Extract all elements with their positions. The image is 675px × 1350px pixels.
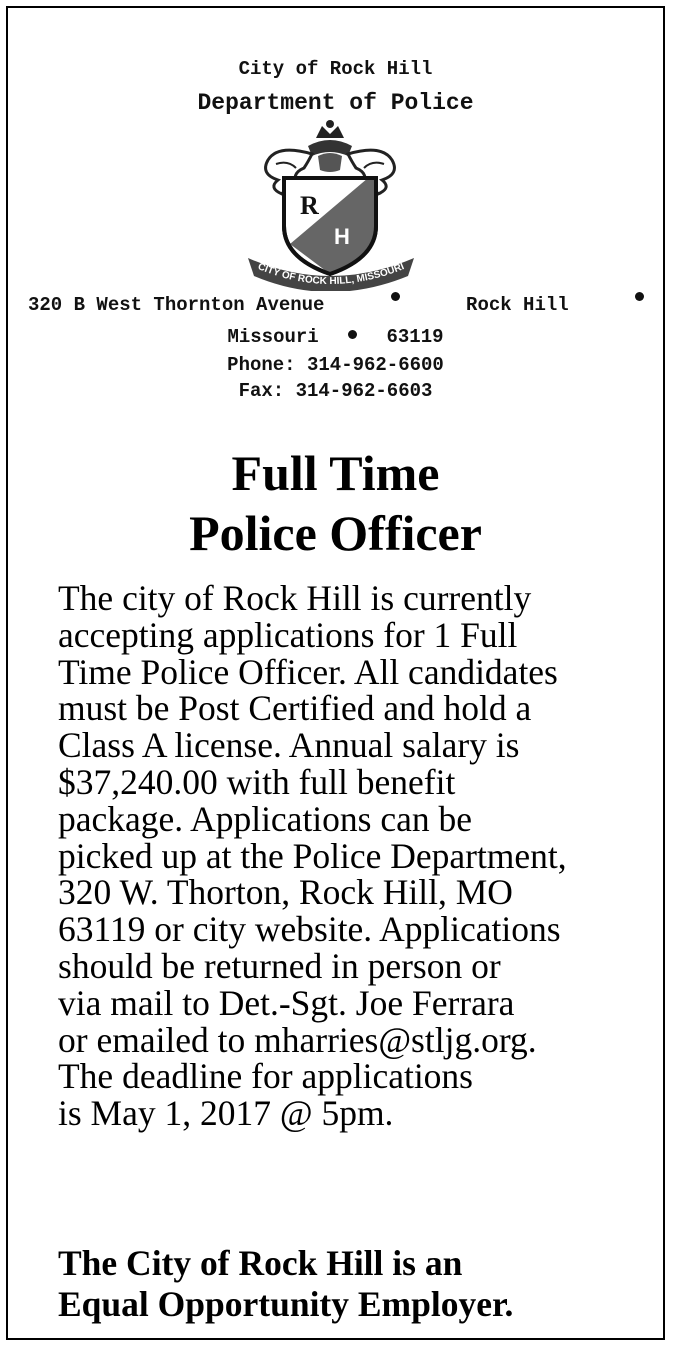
body-line: should be returned in person or <box>58 945 501 986</box>
body-line: The deadline for applications <box>58 1056 473 1097</box>
phone-number: Phone: 314-962-6600 <box>227 354 444 376</box>
body-line: Time Police Officer. All candidates <box>58 651 558 692</box>
job-description <box>58 580 668 1132</box>
street-address: 320 B West Thornton Avenue <box>28 294 325 316</box>
eoe-line-2: Equal Opportunity Employer. <box>58 1284 514 1324</box>
seal-letter-h: H <box>334 224 350 249</box>
job-advertisement <box>6 6 665 1340</box>
bullet-icon <box>348 330 357 339</box>
body-line: accepting applications for 1 Full <box>58 614 518 655</box>
fax-number: Fax: 314-962-6603 <box>238 380 433 402</box>
city-name: City of Rock Hill <box>238 58 433 80</box>
department-name: Department of Police <box>197 90 474 116</box>
body-line: package. Applications can be <box>58 798 473 839</box>
bullet-icon <box>391 292 400 301</box>
body-line: must be Post Certified and hold a <box>58 688 532 729</box>
equal-opportunity-statement <box>58 1243 513 1325</box>
bullet-icon <box>635 292 644 301</box>
seal-letter-r: R <box>300 191 319 220</box>
address-state: Missouri <box>227 326 319 348</box>
job-title-line-1: Full Time <box>231 445 440 501</box>
body-line-deadline: is May 1, 2017 @ 5pm. <box>58 1093 394 1134</box>
body-line: $37,240.00 with full benefit <box>58 761 456 802</box>
address-line-1 <box>28 294 648 316</box>
seal-ribbon-text: CITY OF ROCK HILL, MISSOURI <box>256 261 406 288</box>
address-city: Rock Hill <box>466 294 569 316</box>
police-seal-icon <box>238 116 423 291</box>
eoe-line-1: The City of Rock Hill is an <box>58 1243 463 1283</box>
address-line-2 <box>8 326 663 348</box>
body-line: Class A license. Annual salary is <box>58 725 520 766</box>
body-line: The city of Rock Hill is currently <box>58 578 532 618</box>
job-title-line-2: Police Officer <box>189 505 482 561</box>
address-zip: 63119 <box>386 326 444 348</box>
body-line: via mail to Det.-Sgt. Joe Ferrara <box>58 982 515 1023</box>
body-line: 320 W. Thorton, Rock Hill, MO <box>58 872 513 913</box>
body-line-email: or emailed to mharries@stljg.org. <box>58 1019 537 1060</box>
body-line: 63119 or city website. Applications <box>58 909 561 950</box>
body-line: picked up at the Police Department, <box>58 835 567 876</box>
